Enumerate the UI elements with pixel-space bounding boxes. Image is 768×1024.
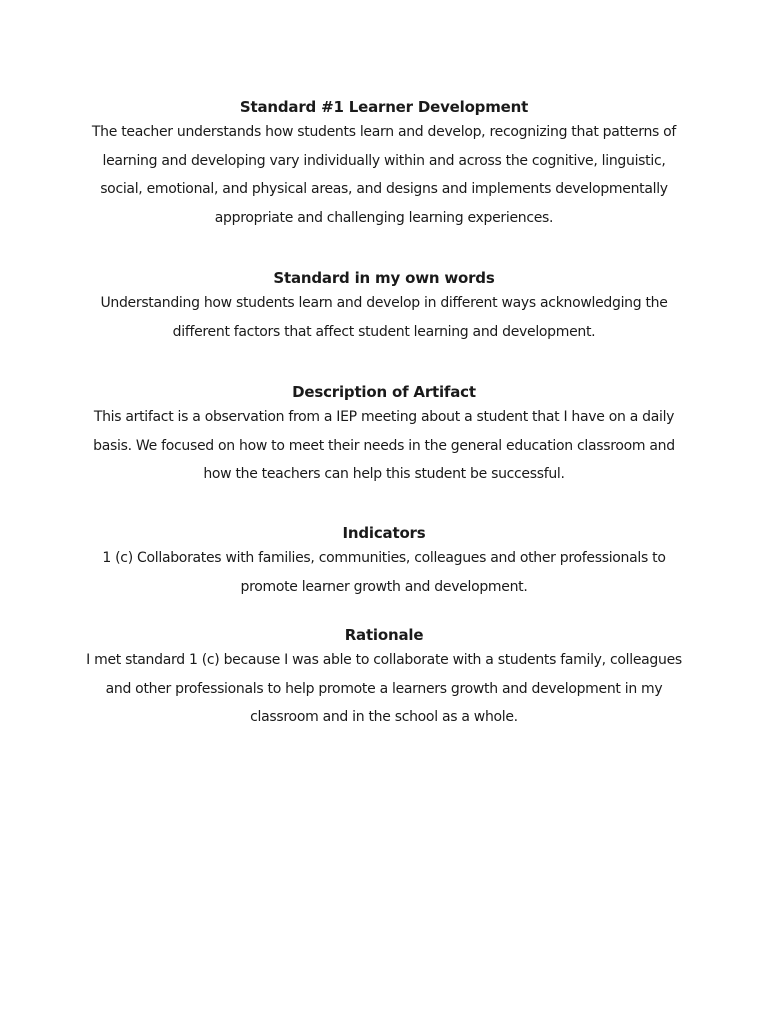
indicators-text: 1 (c) Collaborates with families, communities, colleagues and other professionals to promote learner growth and development.	[102, 550, 666, 595]
artifact-text: This artifact is a observation from a IEP meeting about a student that I have on a daily basis. We focused on how to meet their needs in the general education classroom and how the teachers can help this student be successful.	[93, 409, 675, 482]
rationale-heading: Rationale	[344, 626, 424, 644]
own-words-section	[80, 267, 688, 346]
own-words-text: Understanding how students learn and develop in different ways acknowledging the different factors that affect student learning and development.	[100, 295, 668, 340]
standard-heading: Standard #1 Learner Development	[239, 98, 529, 116]
artifact-section	[80, 381, 688, 489]
rationale-text: I met standard 1 (c) because I was able to collaborate with a students family, colleagues and other professionals to help promote a learners growth and development in my classroom and in the school as a whole.	[86, 652, 682, 725]
standard-text: The teacher understands how students learn and develop, recognizing that patterns of learning and developing vary individually within and across the cognitive, linguistic, social, emotional, and physical areas, and designs and implements developmentally appropriate and challenging learning experiences.	[91, 124, 677, 226]
rationale-section	[80, 624, 688, 732]
own-words-heading: Standard in my own words	[273, 269, 495, 287]
indicators-heading: Indicators	[342, 524, 426, 542]
indicators-section	[80, 522, 688, 601]
artifact-heading: Description of Artifact	[292, 383, 476, 401]
standard-section	[80, 96, 688, 232]
